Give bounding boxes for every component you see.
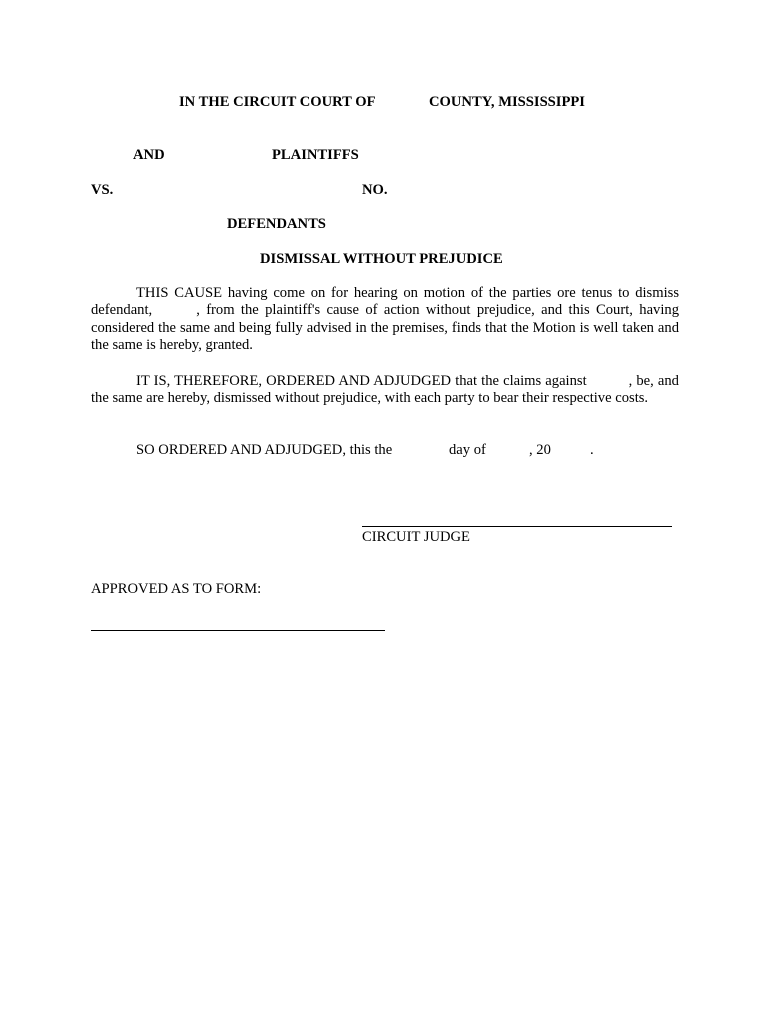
caption-plaintiffs: PLAINTIFFS xyxy=(272,147,359,163)
caption-case-number: NO. xyxy=(362,182,388,198)
approved-as-to-form-label: APPROVED AS TO FORM: xyxy=(91,581,262,597)
paragraph-ordered-part2: , be, and the same are hereby, dismissed without prejudice, with each party to bear their respective costs. xyxy=(91,373,679,407)
paragraph-cause-part2: , from the plaintiff's cause of action without prejudice, and this Court, having considered the same and being fully advised in the premises, finds that the Motion is well taken and the same is hereby, granted. xyxy=(91,302,679,354)
paragraph-ordered xyxy=(91,373,679,408)
date-period: . xyxy=(590,442,594,458)
document-title: DISMISSAL WITHOUT PREJUDICE xyxy=(260,251,503,267)
court-heading-right: COUNTY, MISSISSIPPI xyxy=(429,94,585,110)
paragraph-ordered-part1: IT IS, THEREFORE, ORDERED AND ADJUDGED that the claims against xyxy=(136,373,587,389)
date-day-of: day of xyxy=(449,442,486,458)
caption-and: AND xyxy=(133,147,165,163)
caption-vs: VS. xyxy=(91,182,114,198)
paragraph-cause-part1: THIS CAUSE having come on for hearing on motion of the parties ore tenus to dismiss defendant, xyxy=(91,285,679,319)
court-heading-left: IN THE CIRCUIT COURT OF xyxy=(179,94,376,110)
judge-signature-line xyxy=(362,526,672,527)
date-year: , 20 xyxy=(529,442,551,458)
paragraph-so-ordered: SO ORDERED AND ADJUDGED, this the xyxy=(136,442,393,458)
paragraph-cause xyxy=(91,285,679,355)
judge-label: CIRCUIT JUDGE xyxy=(362,529,470,545)
approval-signature-line xyxy=(91,630,385,631)
caption-defendants: DEFENDANTS xyxy=(227,216,326,232)
